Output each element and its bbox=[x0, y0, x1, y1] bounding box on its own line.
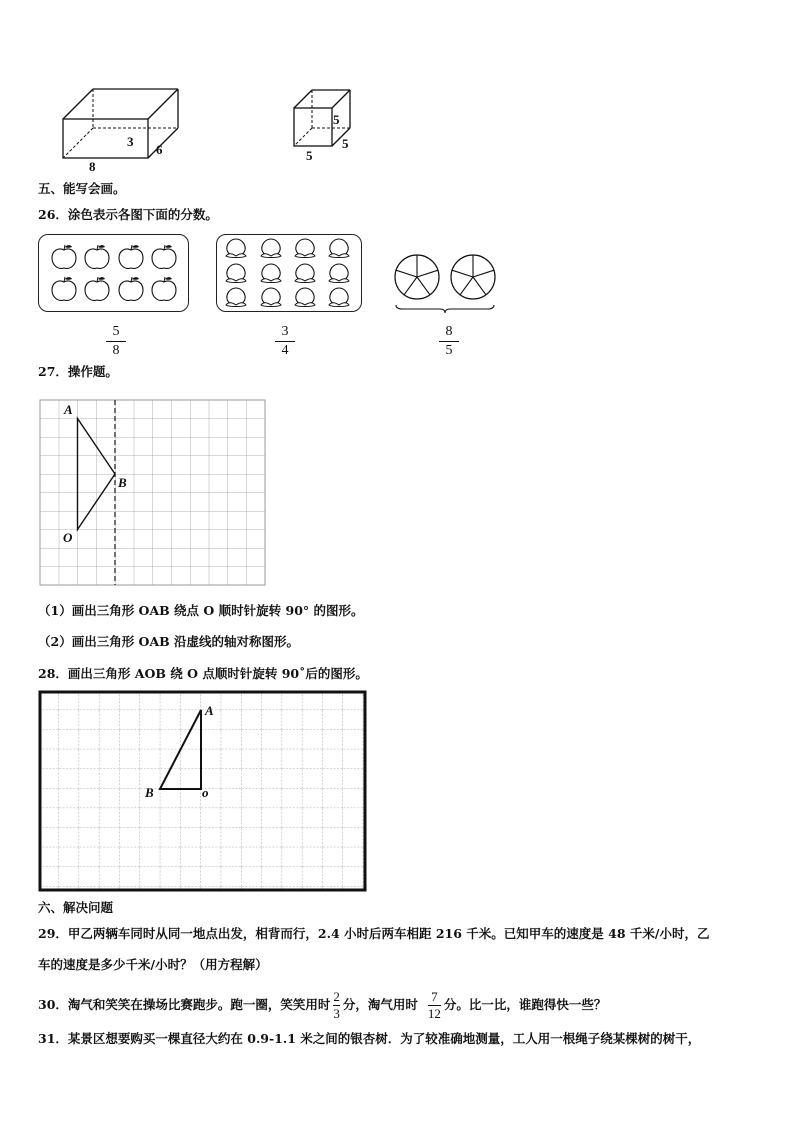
q29-line1: 29．甲乙两辆车同时从同一地点出发，相背而行，2.4 小时后两车相距 216 千米。已知甲车的速度是 48 千米/小时，乙 bbox=[38, 926, 710, 941]
q28-text: 28．画出三角形 AOB 绕 O 点顺时针旋转 90˚后的图形。 bbox=[38, 666, 368, 681]
section6-heading: 六、解决问题 bbox=[38, 900, 114, 915]
cube-depth-label: 5 bbox=[342, 136, 349, 151]
fraction-numerator: 8 bbox=[445, 324, 453, 339]
fraction-numerator: 5 bbox=[112, 324, 120, 339]
label-a: A bbox=[64, 402, 73, 417]
fraction-apples bbox=[104, 324, 128, 359]
q27-text: 27．操作题。 bbox=[38, 364, 118, 379]
fraction-denominator: 5 bbox=[445, 343, 453, 358]
fraction-numerator: 3 bbox=[281, 324, 289, 339]
fraction-taoqi bbox=[428, 990, 441, 1021]
apple-icon bbox=[52, 245, 176, 300]
fraction-denominator: 12 bbox=[427, 1005, 441, 1021]
fraction-peaches bbox=[273, 324, 297, 359]
label-o: o bbox=[202, 785, 209, 800]
apple-grid bbox=[38, 234, 189, 312]
fraction-denominator: 3 bbox=[333, 1005, 340, 1021]
q30-part3: 分。比一比，谁跑得快一些？ bbox=[443, 997, 607, 1012]
fraction-denominator: 8 bbox=[112, 343, 120, 358]
cuboid-height-label: 3 bbox=[127, 134, 134, 149]
q27-grid bbox=[40, 400, 265, 585]
q27-sub1: （1）画出三角形 OAB 绕点 O 顺时针旋转 90° 的图形。 bbox=[38, 603, 364, 618]
cuboid-figure bbox=[55, 82, 185, 172]
q27-sub2: （2）画出三角形 OAB 沿虚线的轴对称图形。 bbox=[38, 634, 300, 649]
label-b: B bbox=[145, 785, 154, 800]
fraction-xiaoxiao bbox=[333, 990, 340, 1021]
q30-part1: 30．淘气和笑笑在操场比赛跑步。跑一圈，笑笑用时 bbox=[38, 997, 331, 1012]
peach-icon bbox=[226, 239, 349, 307]
label-a: A bbox=[205, 703, 214, 718]
cube-figure bbox=[290, 86, 360, 152]
q26-text: 26．涂色表示各图下面的分数。 bbox=[38, 207, 218, 222]
section5-heading: 五、能写会画。 bbox=[38, 181, 126, 196]
q29-line2: 车的速度是多少千米/小时？（用方程解） bbox=[38, 957, 268, 972]
cube-height-label: 5 bbox=[333, 112, 340, 127]
fraction-numerator: 2 bbox=[333, 988, 340, 1004]
peach-grid bbox=[216, 234, 362, 312]
cube-front-label: 5 bbox=[306, 148, 313, 163]
brace bbox=[396, 305, 494, 313]
q31-text: 31．某景区想要购买一棵直径大约在 0.9-1.1 米之间的银杏树．为了较准确地测量，工人用一根绳子绕某棵树的树干， bbox=[38, 1031, 701, 1046]
circles-figure bbox=[392, 250, 504, 316]
fraction-numerator: 7 bbox=[431, 988, 438, 1004]
q30-text bbox=[38, 985, 606, 1025]
q30-part2: 分，淘气用时 bbox=[342, 997, 418, 1012]
fraction-denominator: 4 bbox=[281, 343, 289, 358]
label-o: O bbox=[63, 530, 73, 545]
cuboid-depth-label: 6 bbox=[156, 142, 163, 157]
fraction-circles bbox=[437, 324, 461, 359]
cuboid-length-label: 8 bbox=[89, 159, 96, 174]
label-b: B bbox=[118, 475, 127, 490]
